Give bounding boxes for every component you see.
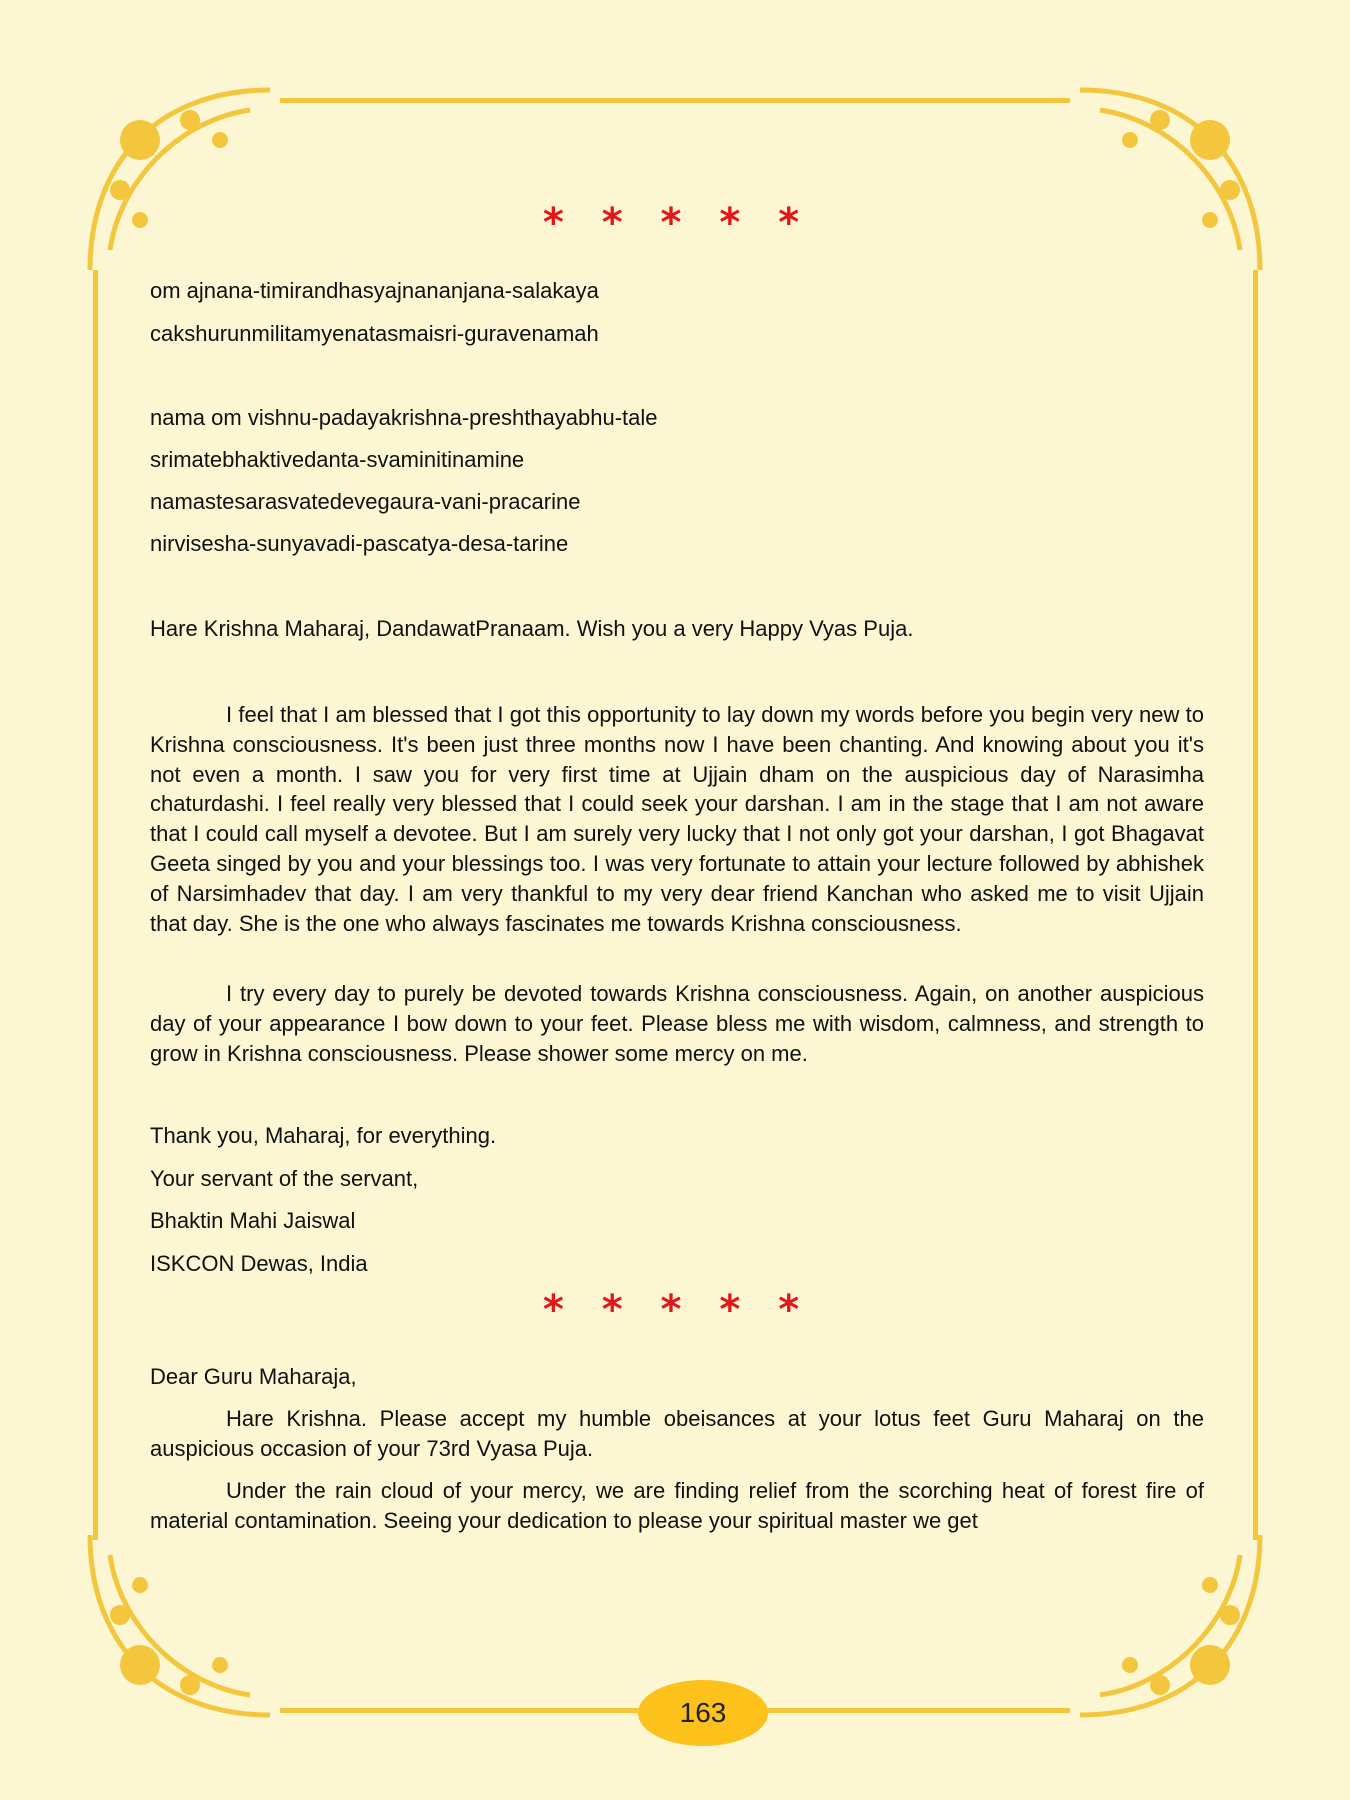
paragraph-text: I try every day to purely be devoted towards Krishna consciousness. Again, on another auspicious day of your appearance I bow down to your feet. Please bless me with wisdom, calmness, and strength to grow in Krishna consciousness. Please shower some mercy on me.	[150, 981, 1204, 1066]
border-right	[1253, 270, 1258, 1540]
border-left	[93, 270, 98, 1540]
letter-paragraph	[150, 700, 1204, 938]
letter-paragraph	[150, 979, 1204, 1068]
corner-ornament-bottom-left	[80, 1525, 280, 1725]
separator-stars: * * * * *	[542, 1287, 812, 1333]
signature-location: ISKCON Dewas, India	[150, 1251, 368, 1276]
paragraph-text: Under the rain cloud of your mercy, we are finding relief from the scorching heat of forest fire of material contamination. Seeing your dedication to please your spiritual master we get	[150, 1478, 1204, 1533]
signature-name: Bhaktin Mahi Jaiswal	[150, 1208, 356, 1233]
letter-thanks: Thank you, Maharaj, for everything.	[150, 1123, 497, 1148]
separator-stars: * * * * *	[542, 200, 812, 246]
letter-greeting: Hare Krishna Maharaj, DandawatPranaam. Wish you a very Happy Vyas Puja.	[150, 616, 914, 641]
letter-salutation: Dear Guru Maharaja,	[150, 1364, 357, 1389]
paragraph-text: Hare Krishna. Please accept my humble obeisances at your lotus feet Guru Maharaj on the auspicious occasion of your 73rd Vyasa Puja.	[150, 1406, 1204, 1461]
corner-ornament-bottom-right	[1070, 1525, 1270, 1725]
page-number: 163	[638, 1680, 768, 1746]
paragraph-text: I feel that I am blessed that I got this opportunity to lay down my words before you begin very new to Krishna consciousness. It's been just three months now I have been chanting. And knowing about you it's not even a month. I saw you for very first time at Ujjain dham on the auspicious day of Narasimha chaturdashi. I feel really very blessed that I could seek your darshan. I am in the stage that I am not aware that I could call myself a devotee. But I am surely very lucky that I not only got your darshan, I got Bhagavat Geeta singed by you and your blessings too. I was very fortunate to attain your lecture followed by abhishek of Narsimhadev that day. I am very thankful to my very dear friend Kanchan who asked me to visit Ujjain that day. She is the one who always fascinates me towards Krishna consciousness.	[150, 702, 1204, 936]
border-top	[280, 98, 1070, 103]
mantra-line: srimatebhaktivedanta-svaminitinamine	[150, 447, 525, 472]
corner-ornament-top-left	[80, 80, 280, 280]
letter-paragraph	[150, 1476, 1204, 1536]
mantra-line: nirvisesha-sunyavadi-pascatya-desa-tarine	[150, 531, 569, 556]
letter-closing: Your servant of the servant,	[150, 1166, 419, 1191]
mantra-line: namastesarasvatedevegaura-vani-pracarine	[150, 489, 581, 514]
letter-paragraph	[150, 1404, 1204, 1464]
mantra-line: nama om vishnu-padayakrishna-preshthayabhu-tale	[150, 405, 658, 430]
mantra-line: om ajnana-timirandhasyajnananjana-salakaya	[150, 278, 599, 303]
corner-ornament-top-right	[1070, 80, 1270, 280]
mantra-line: cakshurunmilitamyenatasmaisri-guravenamah	[150, 321, 599, 346]
